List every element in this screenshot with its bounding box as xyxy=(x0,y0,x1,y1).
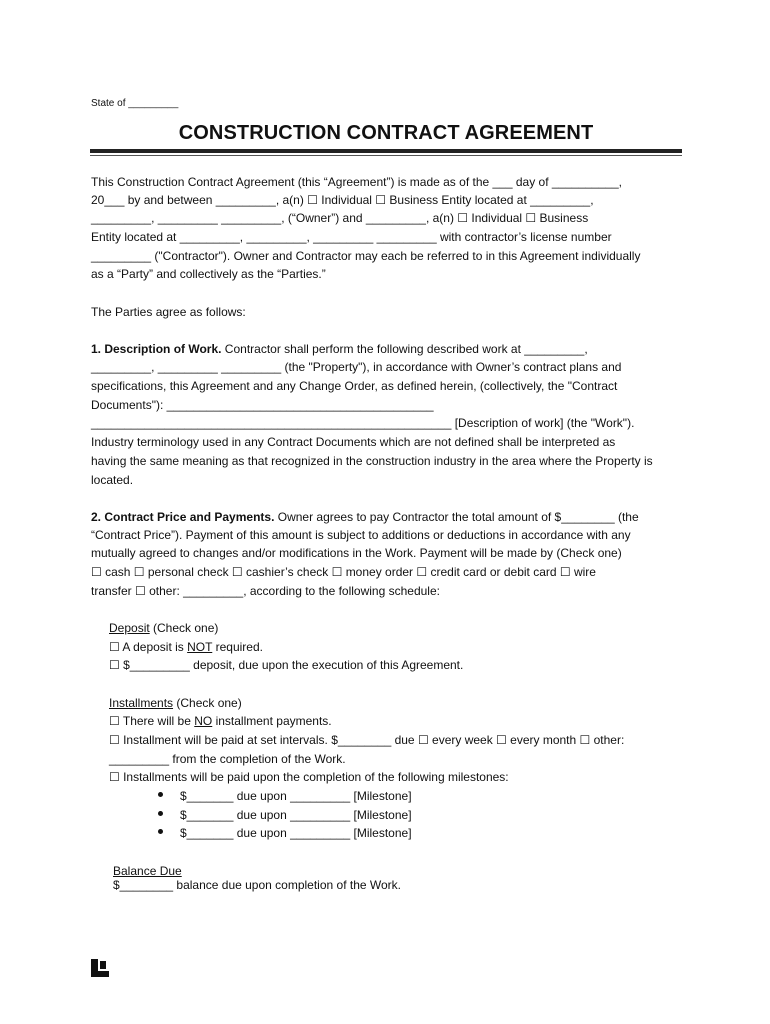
section-2-heading: 2. Contract Price and Payments. xyxy=(91,510,275,524)
bullet-icon xyxy=(158,829,163,834)
section-1-line: specifications, this Agreement and any Change Order, as defined herein, (collectively, the "Contract xyxy=(91,379,618,393)
installments-option-intervals-cont: _________ from the completion of the Work. xyxy=(109,752,346,766)
section-1-line: located. xyxy=(91,473,134,487)
installments-option-text: ☐ There will be xyxy=(109,714,195,728)
bullet-icon xyxy=(158,811,163,816)
milestone-item: $_______ due upon _________ [Milestone] xyxy=(180,789,412,803)
deposit-check-one: (Check one) xyxy=(149,621,219,635)
deposit-option-text: required. xyxy=(212,640,263,654)
document-title: CONSTRUCTION CONTRACT AGREEMENT xyxy=(178,122,594,144)
intro-line: _________, _________ _________, (“Owner”) and _________, a(n) ☐ Individual ☐ Business xyxy=(91,211,589,225)
payment-methods-line: ☐ cash ☐ personal check ☐ cashier’s check ☐ money order ☐ credit card or debit card ☐ wire xyxy=(91,565,596,579)
installments-option-text: installment payments. xyxy=(212,714,332,728)
title-rule-thick xyxy=(90,149,682,153)
installments-check-one: (Check one) xyxy=(173,696,242,710)
installments-option-none xyxy=(109,714,332,728)
section-2-line: “Contract Price”). Payment of this amount is subject to additions or deductions in accordance with any xyxy=(91,528,631,542)
deposit-option-text: ☐ A deposit is xyxy=(109,640,188,654)
deposit-option-amount: ☐ $_________ deposit, due upon the execution of this Agreement. xyxy=(109,658,464,672)
section-1-line: ______________________________________________________ [Description of work] (the "Work"). xyxy=(91,416,635,430)
parties-agree-text: The Parties agree as follows: xyxy=(91,305,246,319)
installments-option-milestones: ☐ Installments will be paid upon the completion of the following milestones: xyxy=(109,770,509,784)
bullet-icon xyxy=(158,792,163,797)
section-1-first-line xyxy=(91,342,588,356)
intro-line: 20___ by and between _________, a(n) ☐ Individual ☐ Business Entity located at _________, xyxy=(91,193,594,207)
section-1-line: _________, _________ _________ (the "Property"), in accordance with Owner’s contract plans and xyxy=(91,360,622,374)
installments-option-emphasis: NO xyxy=(194,714,213,728)
intro-line: This Construction Contract Agreement (this “Agreement”) is made as of the ___ day of __________, xyxy=(91,175,622,189)
intro-line: as a “Party” and collectively as the “Parties.” xyxy=(91,267,326,281)
intro-line: Entity located at _________, _________, _________ _________ with contractor’s license number xyxy=(91,230,612,244)
section-2-text: Owner agrees to pay Contractor the total amount of $________ (the xyxy=(274,510,639,524)
section-1-heading: 1. Description of Work. xyxy=(91,342,222,356)
state-line: State of _________ xyxy=(91,98,179,109)
section-1-line: Documents"): ________________________________________ xyxy=(91,398,434,412)
logo-mark-icon xyxy=(90,958,110,978)
deposit-heading: Deposit xyxy=(109,621,150,635)
installments-option-intervals: ☐ Installment will be paid at set intervals. $________ due ☐ every week ☐ every month ☐ other: xyxy=(109,733,625,747)
intro-line: _________ ("Contractor"). Owner and Contractor may each be referred to in this Agreement individually xyxy=(91,249,641,263)
deposit-option-not-required xyxy=(109,640,263,654)
milestone-item: $_______ due upon _________ [Milestone] xyxy=(180,808,412,822)
title-rule-thin xyxy=(90,155,682,156)
balance-due-heading: Balance Due xyxy=(113,864,182,878)
section-1-text: Contractor shall perform the following described work at _________, xyxy=(221,342,588,356)
installments-heading: Installments xyxy=(109,696,174,710)
section-2-line: transfer ☐ other: _________, according to the following schedule: xyxy=(91,584,440,598)
section-2-line: mutually agreed to changes and/or modifications in the Work. Payment will be made by (Check one) xyxy=(91,546,622,560)
section-2-first-line xyxy=(91,510,639,524)
installments-heading-line xyxy=(109,696,242,710)
section-1-line: Industry terminology used in any Contract Documents which are not defined shall be interpreted as xyxy=(91,435,616,449)
balance-due-text: $________ balance due upon completion of the Work. xyxy=(113,878,401,892)
section-1-line: having the same meaning as that recognized in the construction industry in the area where the Property is xyxy=(91,454,653,468)
milestone-item: $_______ due upon _________ [Milestone] xyxy=(180,826,412,840)
deposit-option-emphasis: NOT xyxy=(187,640,213,654)
deposit-heading-line xyxy=(109,621,218,635)
